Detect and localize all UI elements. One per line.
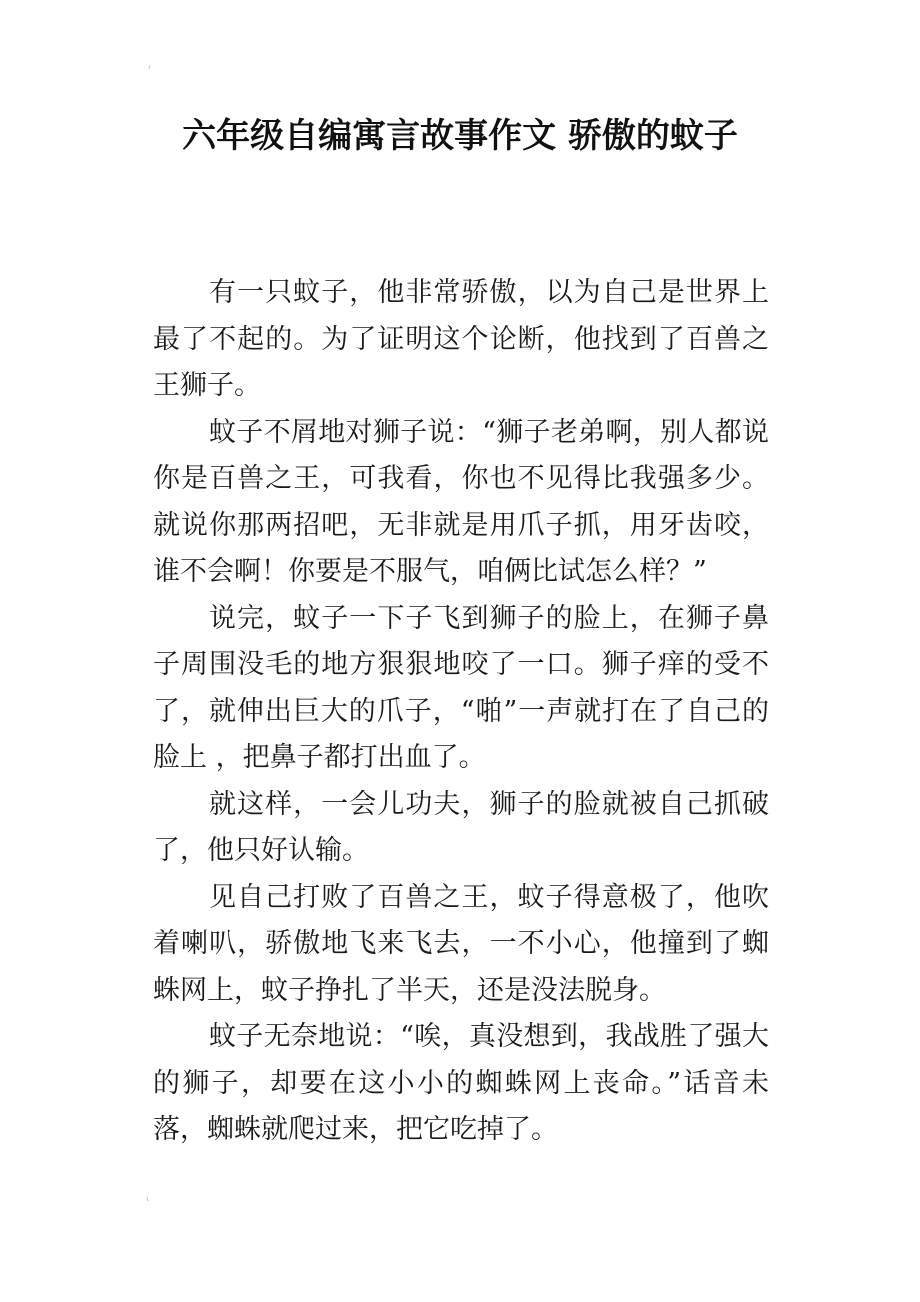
paragraph-1: 有一只蚊子，他非常骄傲，以为自己是世界上最了不起的。为了证明这个论断，他找到了百兽之王狮子。	[153, 277, 769, 401]
paragraph-5: 见自己打败了百兽之王，蚊子得意极了，他吹着喇叭，骄傲地飞来飞去，一不小心，他撞到了蜘蛛网上，蚊子挣扎了半天，还是没法脱身。	[153, 881, 769, 1006]
corner-mark-bottom: ⸤	[146, 1191, 150, 1202]
document-title: 六年级自编寓言故事作文 骄傲的蚊子	[182, 116, 738, 156]
paragraph-2: 蚊子不屑地对狮子说：“狮子老弟啊，别人都说你是百兽之王，可我看，你也不见得比我强多少。就说你那两招吧，无非就是用爪子抓，用牙齿咬，谁不会啊！你要是不服气，咱俩比试怎么样？”	[153, 416, 769, 587]
corner-mark-top: ⸢	[148, 65, 152, 76]
paragraph-3: 说完，蚊子一下子飞到狮子的脸上，在狮子鼻子周围没毛的地方狠狠地咬了一口。狮子痒的受不了，就伸出巨大的爪子，“啪”一声就打在了自己的脸上 ，把鼻子都打出血了。	[153, 602, 769, 773]
paragraph-6: 蚊子无奈地说：“唉，真没想到，我战胜了强大的狮子，却要在这小小的蜘蛛网上丧命。”话音未落，蜘蛛就爬过来，把它吃掉了。	[153, 1021, 769, 1145]
document-body	[153, 270, 769, 1154]
paragraph-4: 就这样，一会儿功夫，狮子的脸就被自己抓破了，他只好认输。	[153, 788, 769, 866]
